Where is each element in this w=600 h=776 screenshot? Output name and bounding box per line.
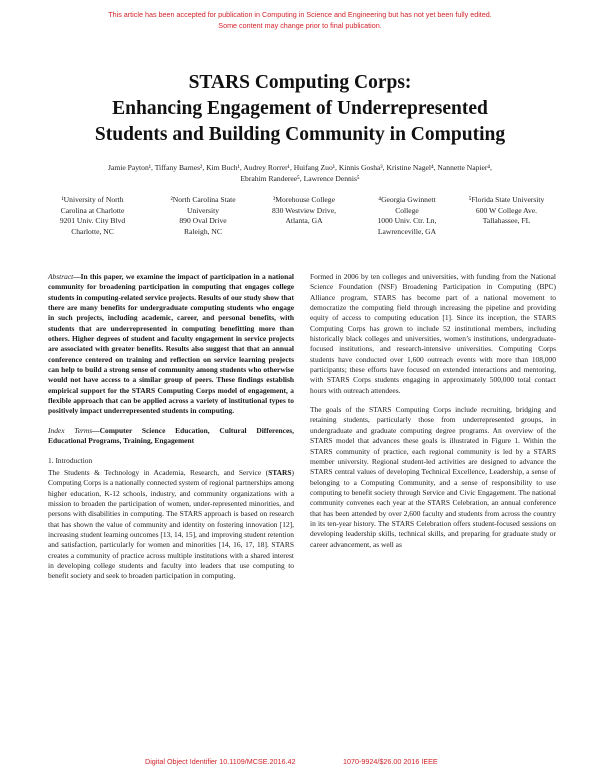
left-column (48, 272, 294, 582)
abstract-text: —In this paper, we examine the impact of participation in a national community for broadening participation in computing that engages college students in computing-related service projects. Results of our study show that there are many benefits for undergraduate computing students who engage in such projects, including academic, career, and personal benefits, with students that are underrepresented in computing benefitting more than others. Higher degrees of student and faculty engagement in service projects are associated with greater benefits. Results also suggest that that an annual conference centered on training and reflection on service learning projects can help to build a strong sense of community among students who otherwise would not have access to a similar group of peers. These findings establish empirical support for the STARS Computing Corps model of engagement, a flexible approach that can be applied across a variety of institutional types to positively impact underrepresented students in computing. (48, 272, 294, 416)
index-terms-label: Index Terms (48, 425, 93, 435)
affiliation-4 (357, 195, 457, 237)
right-column (310, 272, 556, 550)
intro-paragraph-1 (48, 468, 294, 582)
authors-line-2: Ebrahim Randeree⁵, Lawrence Dennis⁵ (240, 174, 360, 183)
index-terms-text: —Computer Science Education, Cultural Differences, Educational Programs, Training, Engagement (48, 425, 295, 446)
intro-paragraph-3: The goals of the STARS Computing Corps include recruiting, bridging and retaining students, particularly those from underrepresented groups, in undergraduate and graduate computing degree programs. An overview of the STARS model that advances these goals is illustrated in Figure 1. Within the STARS community of practice, each regional community is led by a STARS member university. Regional student-led activities are designed to advance the STARS central values of developing Technical Excellence, Leadership, a sense of belonging to a Computing Community, and a sense of responsibility to use computing to benefit society through Service and Civic Engagement. The national community convenes each year at the STARS Celebration, an annual conference that has been attended by over 2,600 faculty and students from across the country in its ten-year history. The STARS Celebration offers student-focused sessions on developing leadership skills, technical skills, and preparing for graduate study or career advancement, as well as (310, 405, 556, 549)
title-line-3: Students and Building Community in Computing (94, 124, 506, 145)
abstract (48, 272, 294, 417)
affiliation-line: 1000 Univ. Ctr. Ln, (377, 216, 437, 225)
affiliation-line: ¹University of North (61, 195, 124, 204)
affiliation-line: University (186, 205, 220, 215)
affiliations (45, 195, 560, 255)
issn-text: 1070-9924/$26.00 2016 IEEE (343, 757, 438, 766)
paper-title (20, 70, 580, 148)
title-line-1: STARS Computing Corps: (188, 72, 412, 93)
affiliation-2 (153, 195, 253, 237)
affiliation-line: ³Morehouse College (273, 195, 335, 204)
affiliation-line: 600 W College Ave. (475, 205, 538, 215)
affiliation-line: Carolina at Charlotte (60, 205, 125, 215)
affiliation-line: Raleigh, NC (184, 226, 222, 236)
publication-notice (0, 9, 600, 31)
affiliation-line: Charlotte, NC (71, 226, 114, 236)
affiliation-line: ⁵Florida State University (468, 195, 545, 204)
affiliation-line: College (395, 205, 419, 215)
page-footer (0, 757, 600, 768)
intro-text-rest: ) Computing Corps is a nationally connected system of regional partnerships among higher education, K-12 schools, industry, and community organizations with a mission to broaden the participation of women, under-represented minorities, and persons with disabilities in computing. The STARS approach is based on research that has shown the value of community and identity on fostering innovation [12], increasing student learning outcomes [13, 14, 15], and improving student retention and satisfaction, particularly for women and minorities [14, 16, 17, 18]. STARS creates a community of practice across multiple institutions with a shared interest in developing college students and faculty into leaders that use computing to benefit society and seek to broaden participation in computing. (48, 467, 295, 581)
title-line-2: Enhancing Engagement of Underrepresented (112, 98, 488, 119)
section-heading: 1. Introduction (48, 455, 93, 465)
doi-text: Digital Object Identifier 10.1109/MCSE.2016.42 (145, 757, 296, 766)
notice-line-1: This article has been accepted for publication in Computing in Science and Engineering but has not yet been fully edited. (108, 10, 492, 19)
affiliation-line: Lawrenceville, GA (377, 226, 437, 236)
index-terms (48, 426, 294, 447)
affiliation-line: 830 Westview Drive, (272, 205, 336, 215)
affiliation-line: 890 Oval Drive (179, 216, 227, 225)
authors-line-1: Jamie Payton¹, Tiffany Barnes², Kim Buch¹, Audrey Rorrer¹, Huifang Zuo¹, Kinnis Gosha³, Kristine Nagel⁴, Nannette Napier⁴, (108, 163, 492, 172)
abstract-label: Abstract (48, 272, 74, 281)
affiliation-line: Atlanta, GA (285, 216, 323, 225)
intro-text-bold: STARS (268, 467, 292, 477)
affiliation-line: ⁴Georgia Gwinnett (378, 195, 436, 204)
intro-paragraph-2: Formed in 2006 by ten colleges and universities, with funding from the National Science Foundation (NSF) Broadening Participation in Computing (BPC) Alliance program, STARS has become part of a national movement to democratize the computing field through increasing the pipeline and providing equity of access to computing education [1]. Since its inception, the STARS Computing Corps has grown to include 52 institutional members, including historically black colleges and universities, women’s institutions, undergraduate-focused institutions, and research-intensive universities. Computing Corps students have conducted over 1,600 outreach events with more than 108,000 participants; these efforts have focused on extended interactions and mentoring, with STARS Corps students engaging in approximately 500,000 total contact hours with outreach attendees. (310, 272, 556, 395)
affiliation-5 (453, 195, 560, 227)
affiliation-line: Tallahassee, FL (482, 216, 531, 225)
affiliation-line: 9201 Univ. City Blvd (59, 216, 126, 225)
affiliation-line: ²North Carolina State (170, 195, 236, 204)
affiliation-3 (258, 195, 350, 227)
notice-line-2: Some content may change prior to final publication. (218, 21, 382, 30)
intro-text-start: The Students & Technology in Academia, Research, and Service ( (48, 467, 269, 477)
author-list (30, 162, 570, 184)
affiliation-1 (45, 195, 140, 237)
